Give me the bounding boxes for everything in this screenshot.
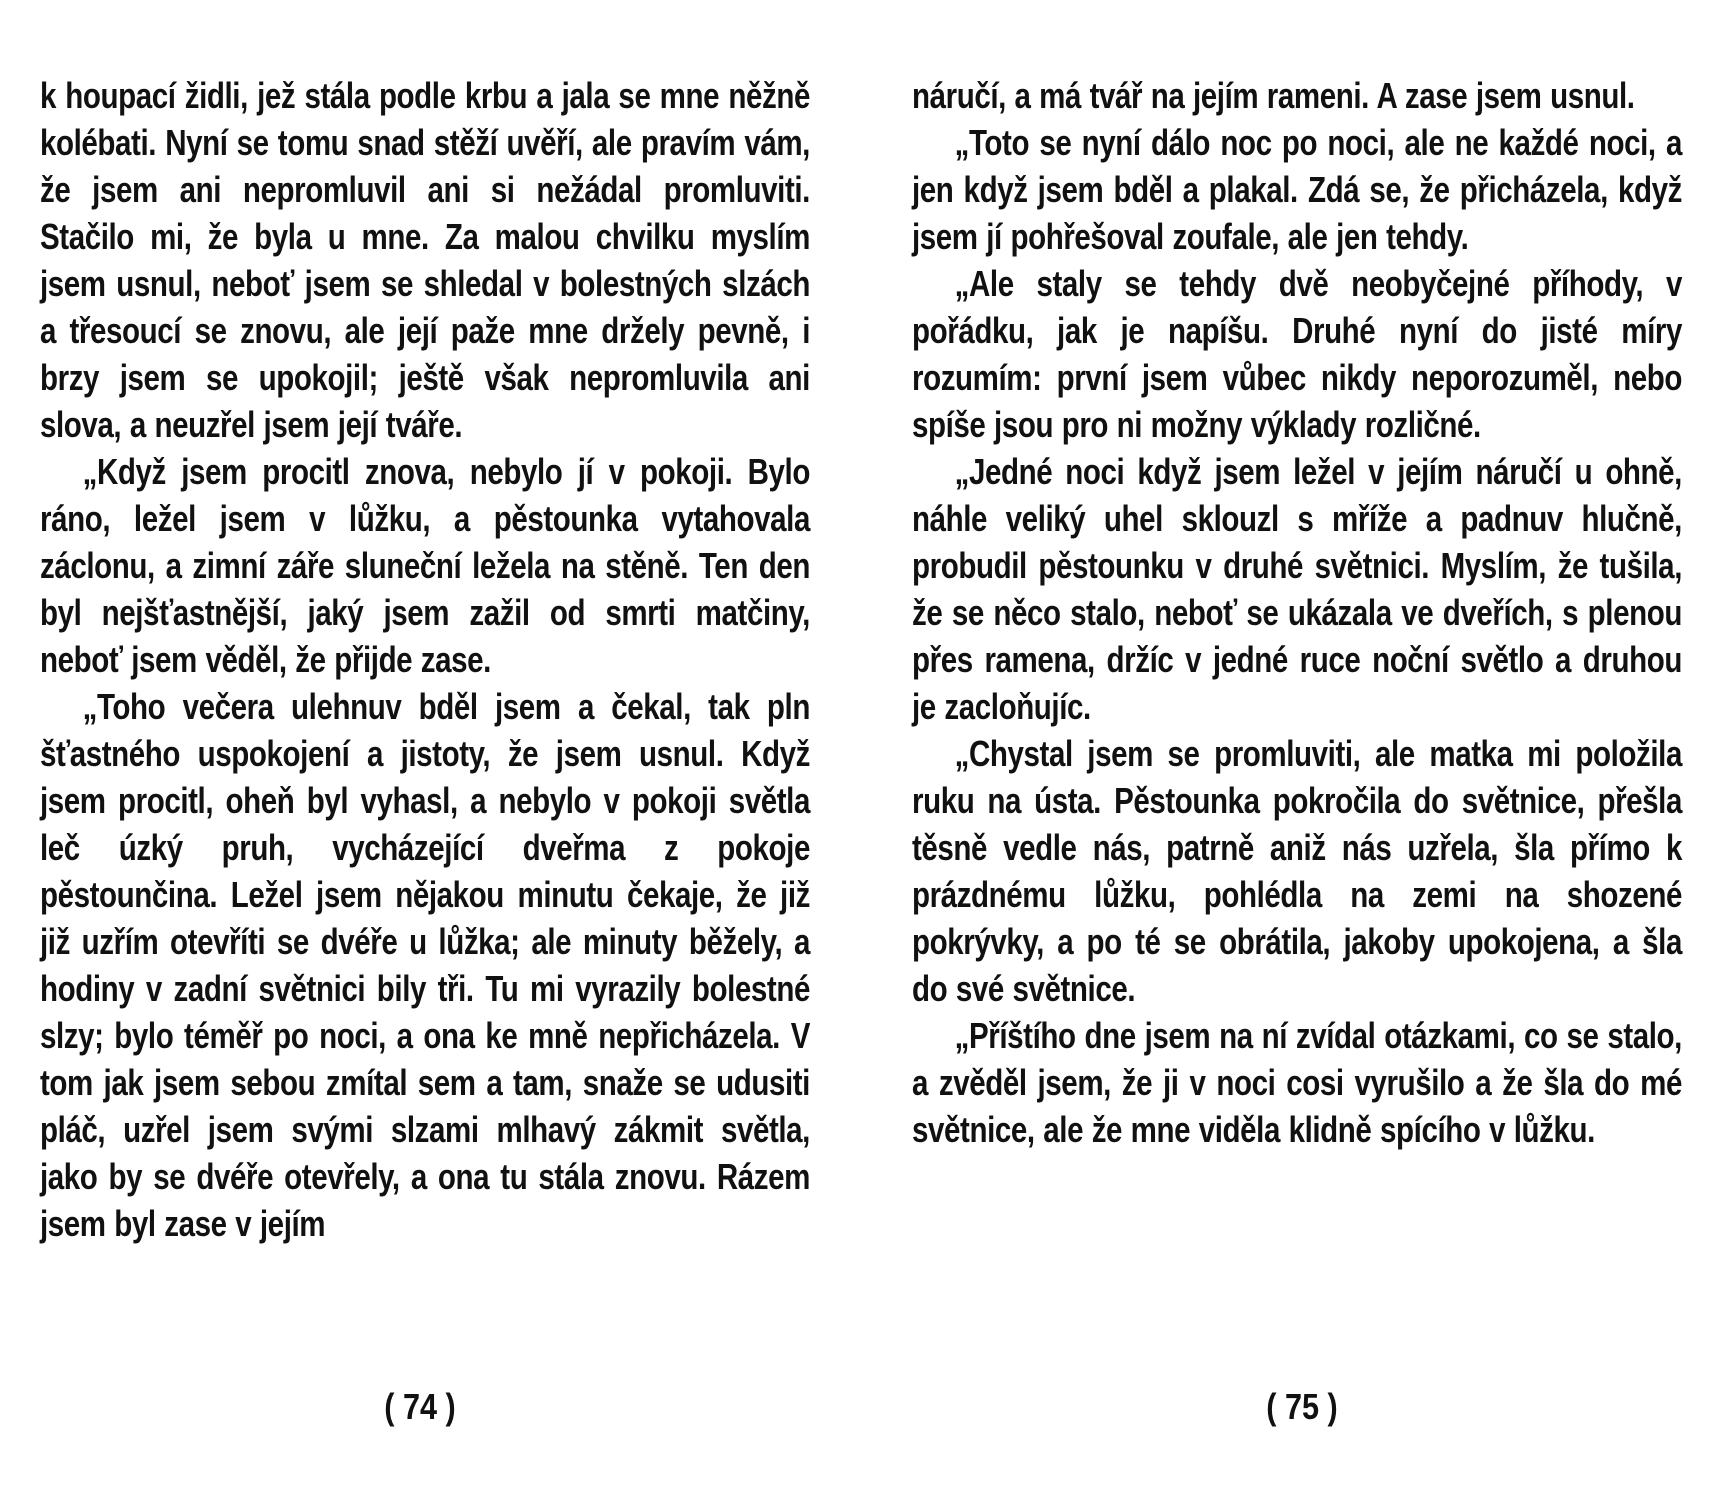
- left-paragraph-3: „Toho večera ulehnuv bděl jsem a čekal, tak pln šťastného uspokojení a jistoty, že jsem usnul. Když jsem procitl, oheň byl vyhasl, a nebylo v pokoji světla leč úzký pruh, vycházející dveřma z pokoje pěstounčina. Ležel jsem nějakou minutu čekaje, že již již uzřím otevříti se dvéře u lůžka; ale minuty běžely, a hodiny v zadní světnici bily tři. Tu mi vyrazily bolestné slzy; bylo téměř po noci, a ona ke mně nepřicházela. V tom jak jsem sebou zmítal sem a tam, snaže se udusiti pláč, uzřel jsem svými slzami mlhavý zákmit světla, jako by se dvéře otevřely, a ona tu stála znovu. Rázem jsem byl zase v jejím: [40, 686, 810, 1244]
- left-page-text: [40, 72, 810, 1247]
- right-paragraph-5: „Chystal jsem se promluviti, ale matka mi položila ruku na ústa. Pěstounka pokročila do světnice, přešla těsně vedle nás, patrně aniž nás uzřela, šla přímo k prázdnému lůžku, pohlédla na zemi na shozené pokrývky, a po té se obrátila, jakoby upokojena, a šla do své světnice.: [912, 733, 1682, 1009]
- right-paragraph-2: „Toto se nyní dálo noc po noci, ale ne každé noci, a jen když jsem bděl a plakal. Zdá se, že přicházela, když jsem jí pohřešoval zoufale, ale jen tehdy.: [912, 122, 1682, 257]
- right-paragraph-3: „Ale staly se tehdy dvě neobyčejné příhody, v pořádku, jak je napíšu. Druhé nyní do jisté míry rozumím: první jsem vůbec nikdy neporozuměl, nebo spíše jsou pro ni možny výklady rozličné.: [912, 263, 1682, 445]
- right-page: [912, 72, 1682, 1452]
- right-page-number: ( 75 ): [1266, 1386, 1338, 1427]
- left-page: [40, 72, 810, 1452]
- right-paragraph-1: náručí, a má tvář na jejím rameni. A zase jsem usnul.: [912, 75, 1635, 116]
- right-page-text: [912, 72, 1682, 1153]
- left-paragraph-1: k houpací židli, jež stála podle krbu a jala se mne něžně kolébati. Nyní se tomu snad stěží uvěří, ale pravím vám, že jsem ani nepromluvil ani si nežádal promluviti. Stačilo mi, že byla u mne. Za malou chvilku myslím jsem usnul, neboť jsem se shledal v bolestných slzách a třesoucí se znovu, ale její paže mne držely pevně, i brzy jsem se upokojil; ještě však nepromluvila ani slova, a neuzřel jsem její tváře.: [40, 75, 810, 445]
- right-paragraph-4: „Jedné noci když jsem ležel v jejím náručí u ohně, náhle veliký uhel sklouzl s mříže a padnuv hlučně, probudil pěstounku v druhé světnici. Myslím, že tušila, že se něco stalo, neboť se ukázala ve dveřích, s plenou přes ramena, držíc v jedné ruce noční světlo a druhou je zacloňujíc.: [912, 451, 1682, 727]
- left-page-number: ( 74 ): [384, 1386, 456, 1427]
- left-paragraph-2: „Když jsem procitl znova, nebylo jí v pokoji. Bylo ráno, ležel jsem v lůžku, a pěstounka vytahovala záclonu, a zimní záře sluneční ležela na stěně. Ten den byl nejšťastnější, jaký jsem zažil od smrti matčiny, neboť jsem věděl, že přijde zase.: [40, 451, 810, 680]
- right-paragraph-6: „Příštího dne jsem na ní zvídal otázkami, co se stalo, a zvěděl jsem, že ji v noci cosi vyrušilo a že šla do mé světnice, ale že mne viděla klidně spícího v lůžku.: [912, 1015, 1682, 1150]
